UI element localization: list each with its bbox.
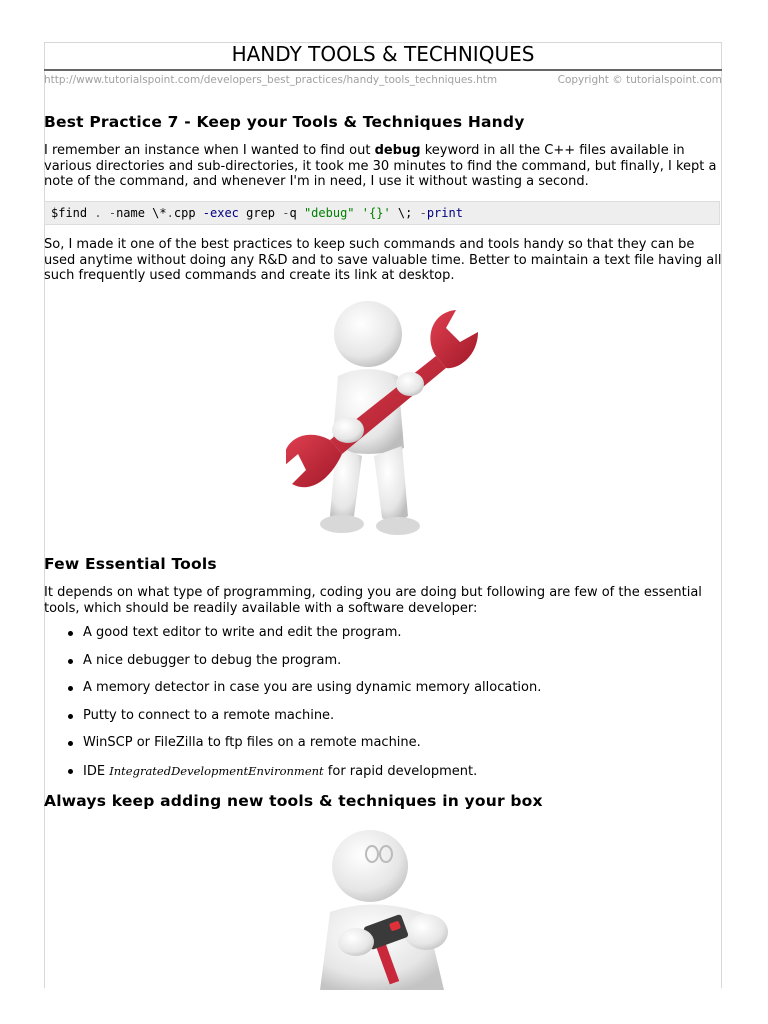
code-block	[44, 201, 720, 225]
list-item: A good text editor to write and edit the program.	[44, 624, 541, 652]
intro-keyword-bold: debug	[374, 143, 421, 158]
code-token: -	[419, 206, 427, 220]
figure-left-hand	[332, 417, 364, 443]
list-item: A memory detector in case you are using dynamic memory allocation.	[44, 679, 541, 707]
code-token: $find	[51, 206, 95, 220]
tools-list	[44, 624, 541, 789]
list-item: Putty to connect to a remote machine.	[44, 707, 541, 735]
essential-tools-intro: It depends on what type of programming, coding you are doing but following are few of the essential tools, which should be readily available with a software developer:	[44, 585, 702, 616]
code-token: -	[282, 206, 290, 220]
practice-paragraph: So, I made it one of the best practices to keep such commands and tools handy so that they can be used anytime without doing any R&D and to save valuable time. Better to maintain a text file having all such frequently used commands and create its link at desktop.	[44, 237, 722, 283]
ide-prefix: IDE	[83, 763, 110, 779]
code-token: name \*	[116, 206, 167, 220]
page-title: HANDY TOOLS & TECHNIQUES	[231, 42, 535, 66]
toolbox-figure-illustration	[280, 828, 490, 990]
figure-head	[334, 301, 402, 367]
ide-expansion: IntegratedDevelopmentEnvironment	[109, 763, 324, 778]
code-token	[102, 206, 109, 220]
figure2-hand	[404, 914, 448, 950]
code-token: \;	[390, 206, 420, 220]
list-item-ide	[44, 762, 541, 790]
section-heading-essential-tools: Few Essential Tools	[44, 555, 217, 573]
copyright-notice: Copyright © tutorialspoint.com	[557, 74, 722, 86]
figure-right-foot	[376, 517, 420, 535]
figure-left-foot	[320, 515, 364, 533]
code-token: cpp	[173, 206, 203, 220]
code-token: -	[108, 206, 117, 220]
intro-text-1: I remember an instance when I wanted to find out	[44, 143, 375, 158]
figure-right-leg	[374, 446, 408, 522]
intro-text-2: keyword in all the C++ files available in various directories and sub-directories, it took me 30 minutes to find the command, but finally, I kept a note of the command, and whenever I'm in need, I use it without wasting a second.	[44, 143, 717, 189]
figure-right-hand	[396, 372, 424, 396]
code-token: grep	[238, 206, 283, 220]
list-item: A nice debugger to debug the program.	[44, 652, 541, 680]
code-token: q	[289, 206, 304, 220]
figure2-head	[332, 830, 408, 902]
code-token: "debug"	[303, 206, 355, 220]
code-token	[355, 206, 362, 220]
figure2-left-hand	[338, 928, 374, 956]
list-item: WinSCP or FileZilla to ftp files on a remote machine.	[44, 734, 541, 762]
ide-suffix: for rapid development.	[323, 763, 478, 779]
section-heading-keep-adding: Always keep adding new tools & techniques in your box	[44, 792, 543, 810]
source-url: http://www.tutorialspoint.com/developers_best_practices/handy_tools_techniques.htm	[44, 74, 498, 86]
section-heading-best-practice: Best Practice 7 - Keep your Tools & Techniques Handy	[44, 113, 525, 131]
intro-paragraph	[44, 143, 722, 190]
code-token: '{}'	[361, 206, 391, 220]
code-token: -exec	[202, 206, 239, 220]
code-token: .	[94, 206, 102, 220]
wrench-figure-illustration	[286, 298, 482, 544]
title-rule	[44, 69, 722, 71]
code-token: print	[426, 206, 463, 220]
code-token: .	[166, 206, 174, 220]
